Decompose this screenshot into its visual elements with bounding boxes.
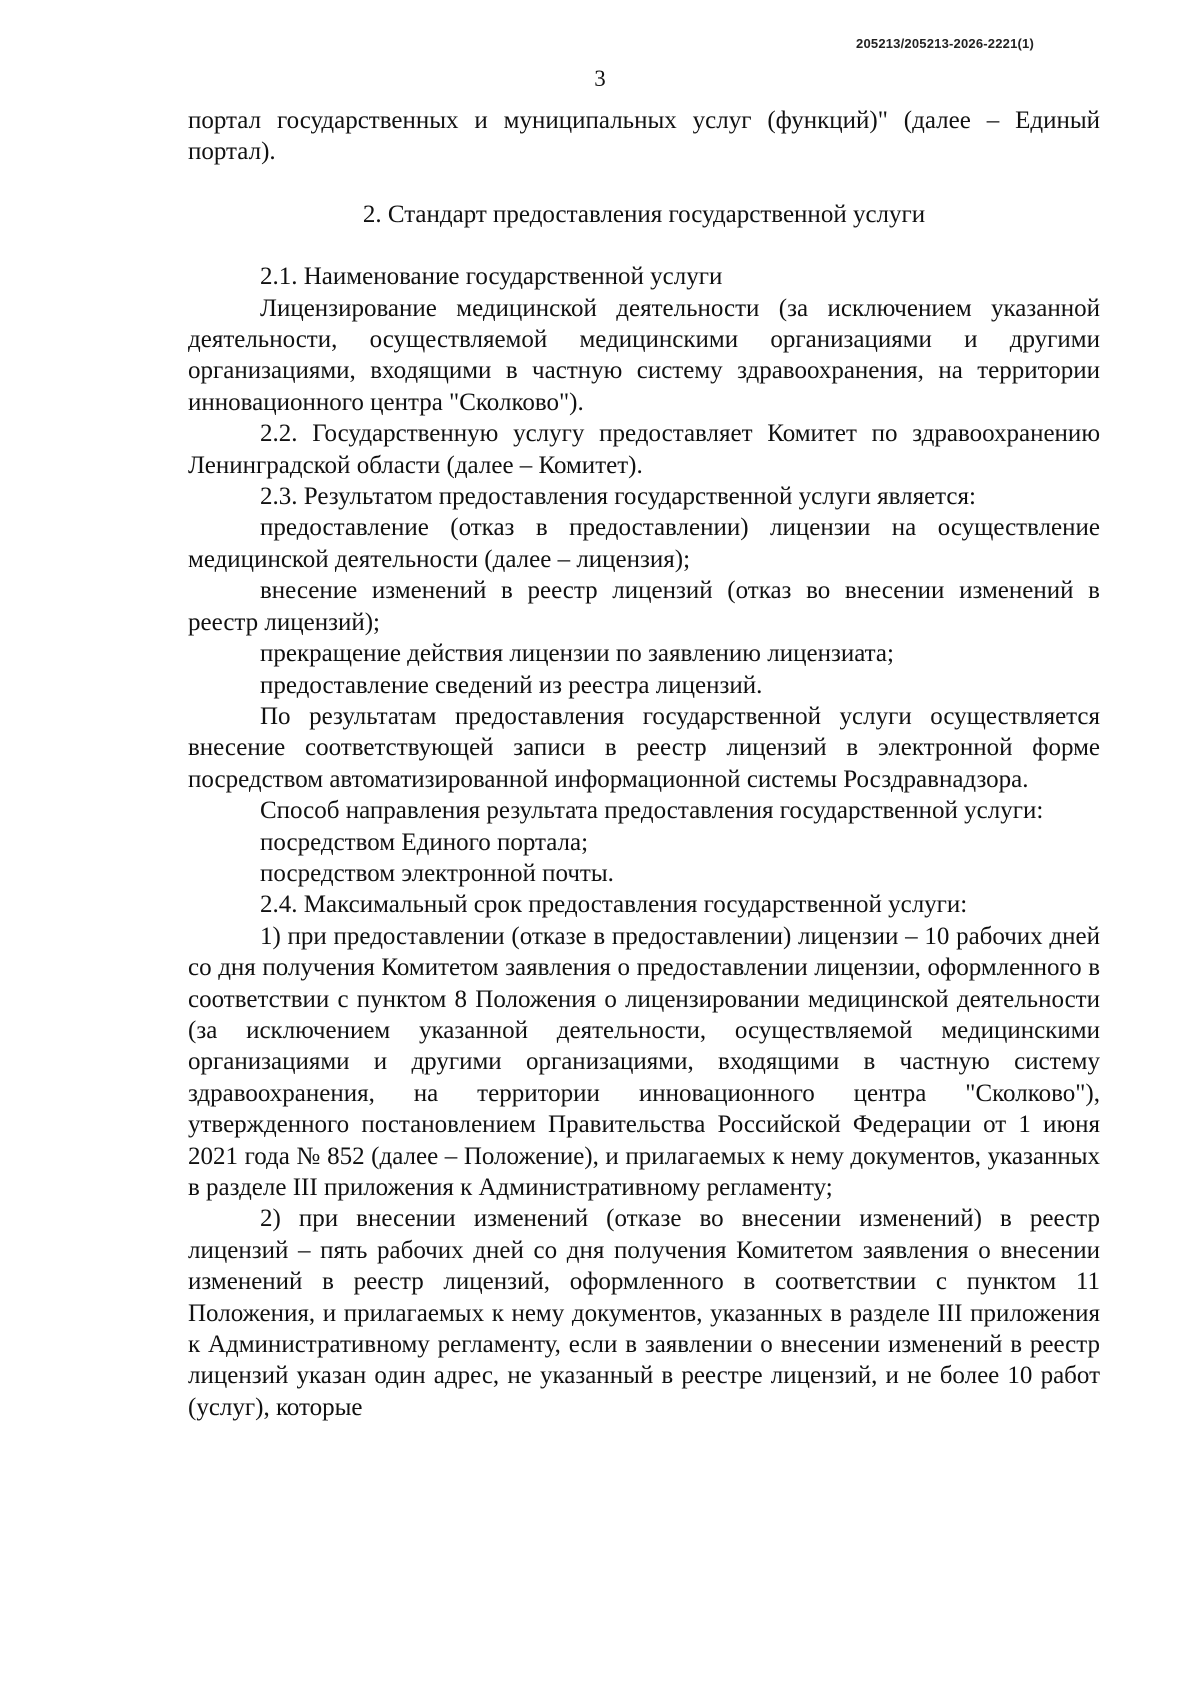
page-number: 3 <box>594 66 606 91</box>
clause-2-4: 2.4. Максимальный срок предоставления государственной услуги: <box>260 891 968 919</box>
result-item-changes: внесение изменений в реестр лицензий (отказ во внесении изменений в реестр лицензий); <box>188 577 1100 636</box>
result-item-info: предоставление сведений из реестра лицензий. <box>260 671 763 699</box>
clause-2-3: 2.3. Результатом предоставления государственной услуги является: <box>260 483 976 511</box>
term-item-1: 1) при предоставлении (отказе в предоставлении) лицензии – 10 рабочих дней со дня получения Комитетом заявления о предоставлении лицензии, оформленного в соответствии с пунктом 8 Положения о лицензировании медицинской деятельности (за исключением указанной деятельности, осуществляемой медицинскими организациями и другими организациями, входящими в частную систему здравоохранения, на территории инновационного центра "Сколково"), утвержденного постановлением Правительства Российской Федерации от 1 июня 2021 года № 852 (далее – Положение), и прилагаемых к нему документов, указанных в разделе III приложения к Административному регламенту; <box>188 922 1100 1201</box>
delivery-method-paragraph: Способ направления результата предоставления государственной услуги: <box>260 797 1044 825</box>
clause-2-1-text: Лицензирование медицинской деятельности (за исключением указанной деятельности, осуществляемой медицинскими организациями и другими организациями, входящими в частную систему здравоохранения, на территории инновационного центра "Сколково"). <box>188 294 1100 416</box>
document-id: 205213/205213-2026-2221(1) <box>856 36 1034 51</box>
section-heading: 2. Стандарт предоставления государственной услуги <box>362 200 926 228</box>
delivery-item-email: посредством электронной почты. <box>260 859 614 887</box>
paragraph-continuation: портал государственных и муниципальных услуг (функций)" (далее – Единый портал). <box>188 107 1100 166</box>
clause-2-1-title: 2.1. Наименование государственной услуги <box>260 263 723 291</box>
result-item-license: предоставление (отказ в предоставлении) лицензии на осуществление медицинской деятельности (далее – лицензия); <box>188 514 1100 573</box>
document-body <box>188 105 1100 1423</box>
delivery-item-portal: посредством Единого портала; <box>260 828 589 856</box>
clause-2-2: 2.2. Государственную услугу предоставляет Комитет по здравоохранению Ленинградской области (далее – Комитет). <box>188 420 1100 479</box>
result-item-termination: прекращение действия лицензии по заявлению лицензиата; <box>260 640 894 668</box>
term-item-2: 2) при внесении изменений (отказе во внесении изменений) в реестр лицензий – пять рабочих дней со дня получения Комитетом заявления о внесении изменений в реестр лицензий, оформленного в соответствии с пунктом 11 Положения, и прилагаемых к нему документов, указанных в разделе III приложения к Административному регламенту, если в заявлении о внесении изменений в реестр лицензий указан один адрес, не указанный в реестре лицензий, и не более 10 работ (услуг), которые <box>188 1205 1100 1421</box>
result-registry-paragraph: По результатам предоставления государственной услуги осуществляется внесение соответствующей записи в реестр лицензий в электронной форме посредством автоматизированной информационной системы Росздравнадзора. <box>188 702 1100 793</box>
